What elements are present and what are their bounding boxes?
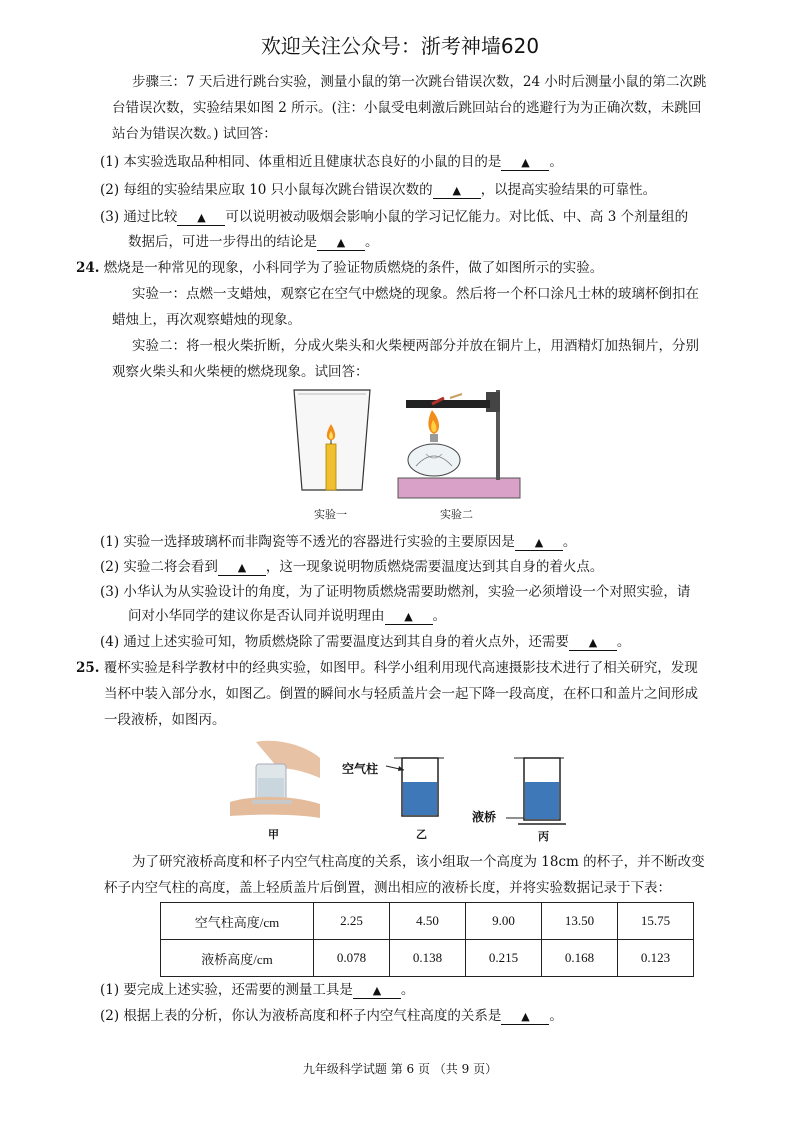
q24-item-2: (2) 实验二将会看到 ▲ ，这一现象说明物质燃烧需要温度达到其自身的着火点。 xyxy=(100,559,604,575)
answer-blank[interactable]: ▲ xyxy=(501,156,549,171)
answer-blank[interactable]: ▲ xyxy=(353,984,401,999)
liquid-bridge-label: 液桥 xyxy=(472,810,497,824)
q23-step3-line: 站台为错误次数。) 试回答： xyxy=(112,126,277,142)
table-cell: 2.25 xyxy=(314,903,390,940)
q23-item-3: (3) 通过比较 ▲ 可以说明被动吸烟会影响小鼠的学习记忆能力。对比低、中、高 3 个剂量组的 xyxy=(100,209,689,225)
table-cell: 0.215 xyxy=(466,940,542,977)
table-row xyxy=(161,940,694,977)
experiment-one-figure xyxy=(282,382,382,502)
q25-item-2: (2) 根据上表的分析，你认为液桥高度和杯子内空气柱高度的关系是 ▲ 。 xyxy=(100,1008,563,1024)
page-header: 欢迎关注公众号：浙考神墙620 xyxy=(260,34,540,58)
answer-blank[interactable]: ▲ xyxy=(433,184,481,199)
q25-intro-line: 当杯中装入部分水，如图乙。倒置的瞬间水与轻质盖片会一起下降一段高度，在杯口和盖片之间形成 xyxy=(104,686,698,702)
q24-exp1-line: 实验一：点燃一支蜡烛，观察它在空气中燃烧的现象。然后将一个杯口涂凡士林的玻璃杯倒扣在 xyxy=(132,286,699,302)
q24-item-3: (3) 小华认为从实验设计的角度，为了证明物质燃烧需要助燃剂，实验一必须增设一个对照实验，请 xyxy=(100,584,691,600)
q25-intro-line: 25. 覆杯实验是科学教材中的经典实验，如图甲。科学小组利用现代高速摄影技术进行了相关研究，发现 xyxy=(76,660,698,676)
q23-item-2: (2) 每组的实验结果应取 10 只小鼠每次跳台错误次数的 ▲ ，以提高实验结果的可靠性。 xyxy=(100,182,657,198)
q24-exp2-line: 观察火柴头和火柴梗的燃烧现象。试回答： xyxy=(112,364,369,380)
q25-item-1: (1) 要完成上述实验，还需要的测量工具是 ▲ 。 xyxy=(100,982,415,998)
experiment-two-figure xyxy=(396,382,526,502)
answer-blank[interactable]: ▲ xyxy=(385,610,433,625)
q24-item-1: (1) 实验一选择玻璃杯而非陶瓷等不透光的容器进行实验的主要原因是 ▲ 。 xyxy=(100,534,577,550)
question-number: 24. xyxy=(76,260,100,276)
q23-item-3-cont: 数据后，可进一步得出的结论是 ▲ 。 xyxy=(128,234,379,250)
table-row xyxy=(161,903,694,940)
table-cell: 0.168 xyxy=(542,940,618,977)
answer-blank[interactable]: ▲ xyxy=(515,536,563,551)
air-column-label: 空气柱 xyxy=(342,762,379,776)
data-table xyxy=(160,902,694,977)
q23-item-1: (1) 本实验选取品种相同、体重相近且健康状态良好的小鼠的目的是 ▲ 。 xyxy=(100,154,563,170)
answer-blank[interactable]: ▲ xyxy=(177,211,225,226)
table-row-label: 液桥高度/cm xyxy=(161,940,314,977)
q24-exp1-line: 蜡烛上，再次观察蜡烛的现象。 xyxy=(112,312,301,328)
page-footer: 九年级科学试题 第 6 页 （共 9 页） xyxy=(302,1062,498,1076)
table-cell: 0.078 xyxy=(314,940,390,977)
answer-blank[interactable]: ▲ xyxy=(317,236,365,251)
q23-step3-line: 步骤三：7 天后进行跳台实验，测量小鼠的第一次跳台错误次数，24 小时后测量小鼠的第二次跳 xyxy=(132,74,707,90)
q24-item-3-cont: 问对小华同学的建议你是否认同并说明理由 ▲ 。 xyxy=(128,608,446,624)
figure-jia-photo xyxy=(226,738,322,822)
answer-blank[interactable]: ▲ xyxy=(569,636,617,651)
answer-blank[interactable]: ▲ xyxy=(218,561,266,576)
figure-bing-diagram xyxy=(500,752,580,832)
figure-yi-label: 乙 xyxy=(416,828,427,841)
table-cell: 0.123 xyxy=(618,940,694,977)
figure-jia-label: 甲 xyxy=(268,828,279,841)
q25-body-line: 杯子内空气柱的高度，盖上轻质盖片后倒置，测出相应的液桥长度，并将实验数据记录于下表： xyxy=(104,880,671,896)
answer-blank[interactable]: ▲ xyxy=(501,1010,549,1025)
figure-bing-label: 丙 xyxy=(538,830,549,843)
q24-exp2-line: 实验二：将一根火柴折断，分成火柴头和火柴梗两部分并放在铜片上，用酒精灯加热铜片，分别 xyxy=(132,338,699,354)
experiment-one-label: 实验一 xyxy=(314,508,347,521)
table-cell: 0.138 xyxy=(390,940,466,977)
q25-intro-line: 一段液桥，如图丙。 xyxy=(104,712,226,728)
table-row-label: 空气柱高度/cm xyxy=(161,903,314,940)
table-cell: 15.75 xyxy=(618,903,694,940)
table-cell: 4.50 xyxy=(390,903,466,940)
q24-item-4: (4) 通过上述实验可知，物质燃烧除了需要温度达到其自身的着火点外，还需要 ▲ 。 xyxy=(100,634,631,650)
table-cell: 13.50 xyxy=(542,903,618,940)
q25-body-line: 为了研究液桥高度和杯子内空气柱高度的关系，该小组取一个高度为 18cm 的杯子，并不断改变 xyxy=(132,854,705,870)
table-cell: 9.00 xyxy=(466,903,542,940)
experiment-two-label: 实验二 xyxy=(440,508,473,521)
question-number: 25. xyxy=(76,660,100,676)
figure-yi-diagram xyxy=(380,752,460,824)
q23-step3-line: 台错误次数，实验结果如图 2 所示。(注：小鼠受电刺激后跳回站台的逃避行为为正确次数，未跳回 xyxy=(112,100,702,116)
q24-intro: 24. 燃烧是一种常见的现象，小科同学为了验证物质燃烧的条件，做了如图所示的实验。 xyxy=(76,260,604,276)
